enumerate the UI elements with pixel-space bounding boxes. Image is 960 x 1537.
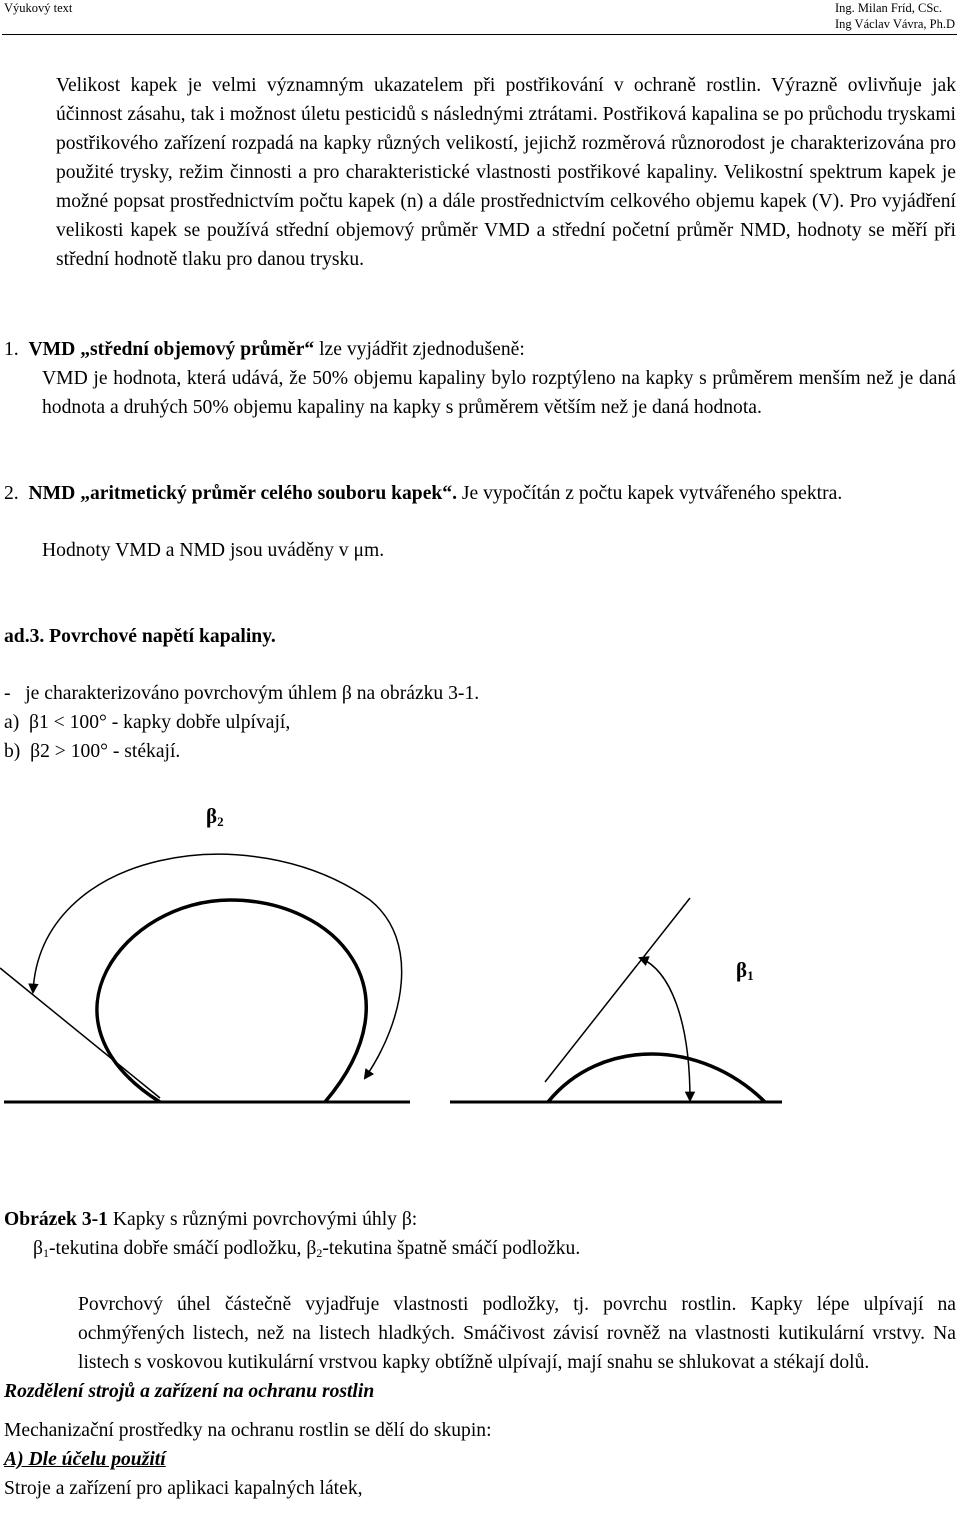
- header-right: [835, 0, 960, 32]
- beta2-droplet: [97, 900, 366, 1102]
- beta2-angle-arc: [33, 854, 402, 1078]
- vmd-section: [4, 335, 956, 422]
- intro-paragraph: [4, 71, 956, 274]
- header-left: Výukový text: [4, 1, 73, 15]
- beta1-label: $\beta_1$: [736, 958, 754, 983]
- nmd-number: 2.: [4, 483, 19, 504]
- nmd-rest: Je vypočítán z počtu kapek vytvářeného spektra.: [461, 483, 843, 504]
- beta2-tangent-line: [0, 968, 160, 1098]
- nmd-section: [4, 479, 956, 565]
- caption-label: Obrázek 3-1: [4, 1209, 108, 1230]
- intro-s3: Velikostní spektrum kapek je možné popsat prostřednictvím počtu kapek (n) a dále prostřednictvím celkového objemu kapek (V).: [56, 162, 956, 212]
- intro-s1: Velikost kapek je velmi významným ukazatelem při postřikování v ochraně rostlin. Výrazně ovlivňuje jak účinnost zásahu, tak i možnost úletu pesticidů s následnými ztrátami.: [56, 75, 956, 125]
- beta2-label: $\beta_2$: [206, 804, 224, 829]
- caption-line2: $\beta_1$-tekutina dobře smáčí podložku, $\beta_2$-tekutina špatně smáčí podložku.: [33, 1238, 581, 1260]
- nmd-units: Hodnoty VMD a NMD jsou uváděny v μm.: [42, 540, 385, 561]
- body-heading: Rozdělení strojů a zařízení na ochranu rostlin: [4, 1381, 375, 1402]
- beta1-angle-arc: [640, 958, 690, 1100]
- intro-s4: Pro vyjádření velikosti kapek se používá střední objemový průměr VMD a střední početní průměr NMD, hodnoty se měří při střední hodnotě tlaku pro danou trysku.: [56, 191, 956, 270]
- vmd-rest: lze vyjádřit zjednodušeně:: [319, 339, 525, 360]
- caption-text: Kapky s různými povrchovými úhly β:: [112, 1209, 418, 1230]
- body-paragraph-3: Stroje a zařízení pro aplikaci kapalných látek,: [4, 1478, 363, 1499]
- section3-line1: - je charakterizováno povrchovým úhlem β na obrázku 3-1.: [4, 683, 480, 704]
- body-subheading: A) Dle účelu použití: [4, 1449, 166, 1470]
- body-paragraph-2: Mechanizační prostředky na ochranu rostlin se dělí do skupin:: [4, 1420, 492, 1441]
- section3: [4, 622, 956, 766]
- body-section: [4, 1290, 956, 1503]
- body-paragraph: Povrchový úhel částečně vyjadřuje vlastnosti podložky, tj. povrchu rostlin. Kapky lépe ulpívají na ochmýřených listech, než na listech hladkých. Smáčivost závisí rovněž na vlastnosti kutikulární vrstvy. Na listech s voskovou kutikulární vrstvou kapky obtížně ulpívají, mají snahu se shlukovat a stékají dolů.: [78, 1294, 956, 1373]
- intro-s2: Postřiková kapalina se po průchodu tryskami postřikového zařízení rozpadá na kapky různých velikostí, jejichž rozměrová různorodost je charakterizována pro použité trysky, režim činnosti a pro charakteristické vlastnosti postřikové kapaliny.: [56, 104, 956, 183]
- section3-line2: a) β1 < 100° - kapky dobře ulpívají,: [4, 712, 291, 733]
- section3-heading: ad.3. Povrchové napětí kapaliny.: [4, 626, 276, 647]
- figure-caption: [4, 1205, 956, 1268]
- section3-line3: b) β2 > 100° - stékají.: [4, 741, 181, 762]
- header-author-2: Ing Václav Vávra, Ph.D: [835, 17, 955, 31]
- header-author-1: Ing. Milan Fríd, CSc.: [835, 1, 942, 15]
- header-divider: [2, 34, 957, 35]
- beta1-droplet: [548, 1054, 765, 1102]
- vmd-number: 1.: [4, 339, 19, 360]
- nmd-term: NMD „aritmetický průměr celého souboru kapek“.: [28, 483, 457, 504]
- vmd-term: VMD „střední objemový průměr“: [28, 339, 315, 360]
- contact-angle-figure: [0, 790, 960, 1210]
- vmd-definition: VMD je hodnota, která udává, že 50% objemu kapaliny bylo rozptýleno na kapky s průměrem menším než je daná hodnota a druhých 50% objemu kapaliny na kapky s průměrem větším než je daná hodnota.: [42, 368, 956, 418]
